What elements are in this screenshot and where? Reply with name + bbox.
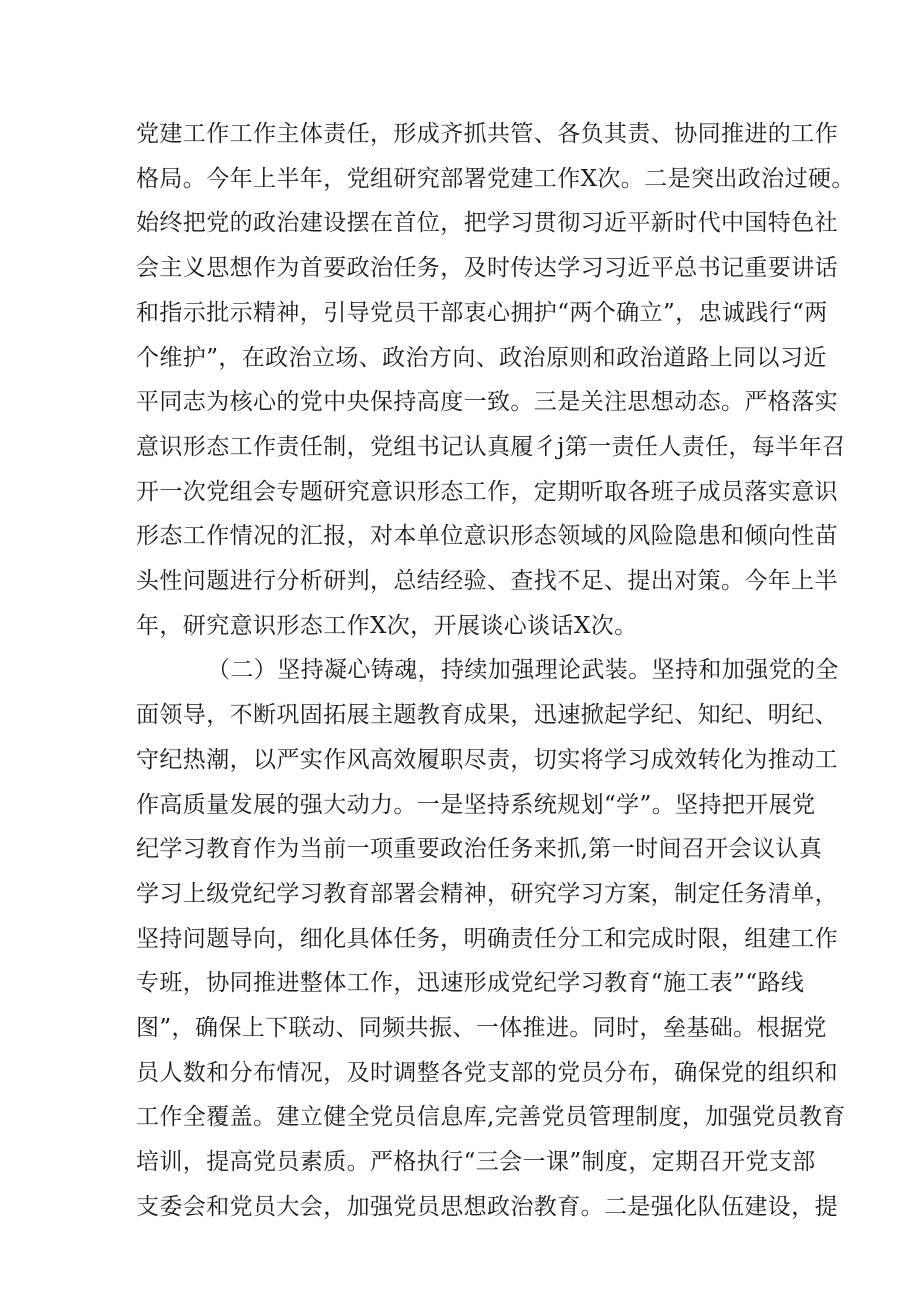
text-line: 头性问题进行分析研判，总结经验、查找不足、提出对策。今年上半: [136, 568, 838, 595]
text-line: 党建工作工作主体责任，形成齐抓共管、各负其责、协同推进的工作: [136, 121, 838, 147]
text-line: 专班，协同推进整体工作，迅速形成党纪学习教育“施工表”“路线: [136, 970, 805, 997]
text-line: 个维护”，在政治立场、政治方向、政治原则和政治道路上同以习近: [136, 344, 827, 371]
text-line: 培训，提高党员素质。严格执行“三会一课”制度，定期召开党支部: [136, 1149, 816, 1176]
text-line: 始终把党的政治建设摆在首位，把学习贯彻习近平新时代中国特色社: [136, 210, 838, 237]
section-heading-line: （二）坚持凝心铸魂，持续加强理论武装。坚持和加强党的全: [207, 657, 839, 684]
text-line: 开一次党组会专题研究意识形态工作，定期听取各班子成员落实意识: [136, 478, 838, 505]
text-line: 形态工作情况的汇报，对本单位意识形态领域的风险隐患和倾向性苗: [136, 523, 838, 550]
text-line: 工作全覆盖。建立健全党员信息库,完善党员管理制度，加强党员教育: [136, 1104, 846, 1131]
paragraph-1: [136, 112, 855, 648]
text-line: 图”，确保上下联动、同频共振、一体推进。同时，垒基础。根据党: [136, 1015, 827, 1042]
text-line: 平同志为核心的党中央保持高度一致。三是关注思想动态。严格落实: [136, 389, 838, 416]
text-line: 年，研究意识形态工作X次，开展谈心谈话X次。: [136, 612, 638, 639]
text-line: 作高质量发展的强大动力。一是坚持系统规划“学”。坚持把开展党: [136, 791, 816, 818]
text-line: 纪学习教育作为当前一项重要政治任务来抓,第一时间召开会议认真: [136, 836, 823, 863]
text-line: 坚持问题导向，细化具体任务，明确责任分工和完成时限，组建工作: [136, 925, 838, 952]
text-line: 会主义思想作为首要政治任务，及时传达学习习近平总书记重要讲话: [136, 255, 838, 282]
text-line: 守纪热潮，以严实作风高效履职尽责，切实将学习成效转化为推动工: [136, 746, 838, 773]
text-line: 意识形态工作责任制，党组书记认真履彳j第一责任人责任，每半年召: [136, 433, 846, 460]
text-line: 和指示批示精神，引导党员干部衷心拥护“两个确立”，忠诚践行“两: [136, 299, 828, 326]
text-line: 员人数和分布情况，及时调整各党支部的党员分布，确保党的组织和: [136, 1059, 838, 1086]
paragraph-2: [136, 648, 846, 1229]
text-line: 学习上级党纪学习教育部署会精神，研究学习方案，制定任务清单，: [136, 880, 838, 907]
text-line: 格局。今年上半年，党组研究部署党建工作X次。二是突出政治过硬。: [136, 165, 855, 192]
text-line: 面领导，不断巩固拓展主题教育成果，迅速掀起学纪、知纪、明纪、: [136, 702, 838, 729]
document-body: [136, 112, 855, 1230]
text-line: 支委会和党员大会，加强党员思想政治教育。二是强化队伍建设，提: [136, 1193, 838, 1220]
